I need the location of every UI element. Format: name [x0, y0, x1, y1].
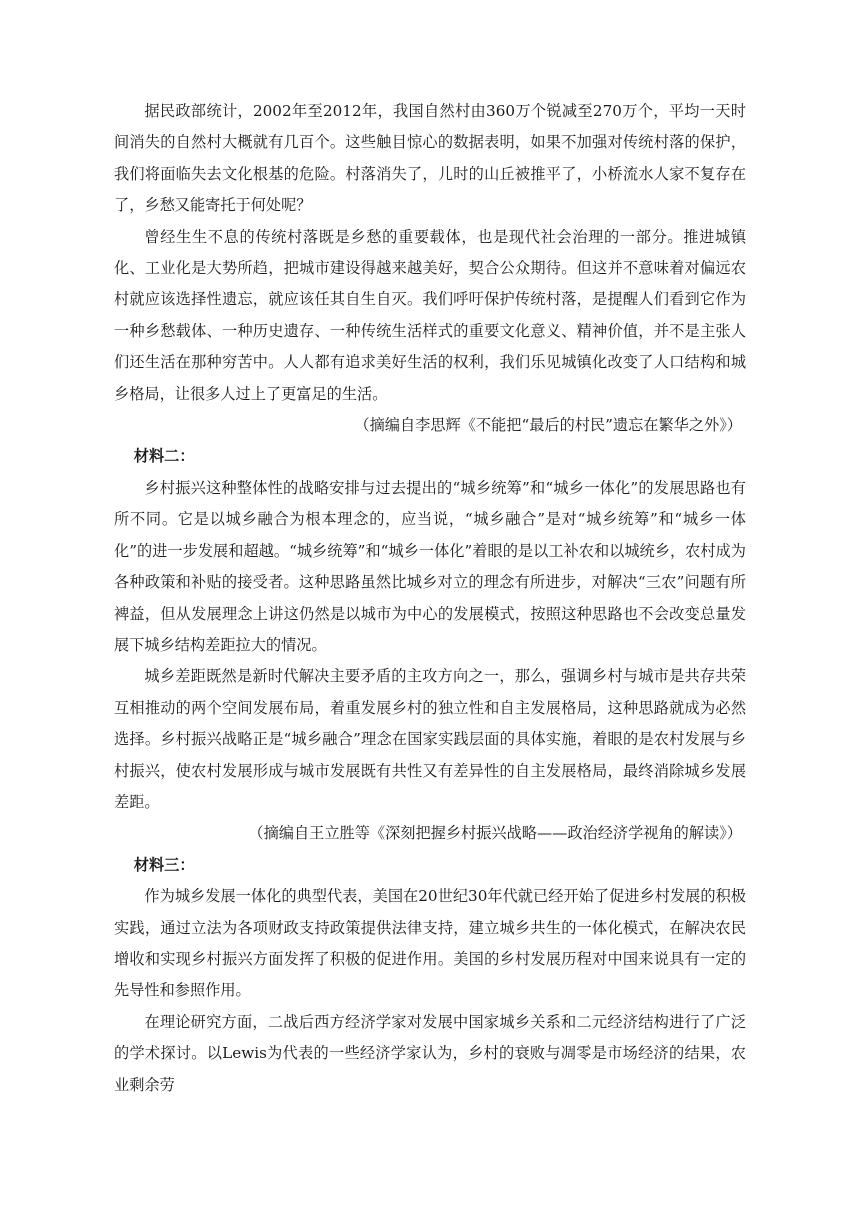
- section-heading-material-3: 材料三：: [133, 855, 195, 874]
- paragraph-us-rural-development: 作为城乡发展一体化的典型代表，美国在20世纪30年代就已经开始了促进乡村发展的积极实践，通过立法为各项财政支持政策提供法律支持，建立城乡共生的一体化模式，在解决农民增收和实现乡村振兴方面发挥了积极的促进作用。美国的乡村发展历程对中国来说具有一定的先导性和参照作用。: [114, 887, 746, 1000]
- section-heading-material-2: 材料二：: [133, 447, 195, 466]
- source-citation-2: （摘编自王立胜等《深刻把握乡村振兴战略——政治经济学视角的解读》）: [248, 824, 742, 843]
- paragraph-rural-revitalization: 乡村振兴这种整体性的战略安排与过去提出的“城乡统筹”和“城乡一体化”的发展思路也有所不同。它是以城乡融合为根本理念的，应当说，“城乡融合”是对“城乡统筹”和“城乡一体化”的进一步发展和超越。“城乡统筹”和“城乡一体化”着眼的是以工补农和以城统乡，农村成为各种政策和补贴的接受者。这种思路虽然比城乡对立的理念有所进步，对解决“三农”问题有所裨益，但从发展理念上讲这仍然是以城市为中心的发展模式，按照这种思路也不会改变总量发展下城乡结构差距拉大的情况。: [114, 478, 746, 654]
- source-citation-1: （摘编自李思辉《不能把“最后的村民”遗忘在繁华之外》）: [354, 416, 742, 435]
- paragraph-urban-rural-gap: 城乡差距既然是新时代解决主要矛盾的主攻方向之一，那么，强调乡村与城市是共存共荣互相推动的两个空间发展布局，着重发展乡村的独立性和自主发展格局，这种思路就成为必然选择。乡村振兴战略正是“城乡融合”理念在国家实践层面的具体实施，着眼的是农村发展与乡村振兴，使农村发展形成与城市发展既有共性又有差异性的自主发展格局，最终消除城乡发展差距。: [114, 667, 746, 811]
- paragraph-village-statistics: 据民政部统计，2002年至2012年，我国自然村由360万个锐减至270万个，平均一天时间消失的自然村大概就有几百个。这些触目惊心的数据表明，如果不加强对传统村落的保护，我们将面临失去文化根基的危险。村落消失了，儿时的山丘被推平了，小桥流水人家不复存在了，乡愁又能寄托于何处呢？: [114, 102, 746, 215]
- paragraph-traditional-villages: 曾经生生不息的传统村落既是乡愁的重要载体，也是现代社会治理的一部分。推进城镇化、工业化是大势所趋，把城市建设得越来越美好，契合公众期待。但这并不意味着对偏远农村就应该选择性遗忘，就应该任其自生自灭。我们呼吁保护传统村落，是提醒人们看到它作为一种乡愁载体、一种历史遗存、一种传统生活样式的重要文化意义、精神价值，并不是主张人们还生活在那种穷苦中。人人都有追求美好生活的权利，我们乐见城镇化改变了人口结构和城乡格局，让很多人过上了更富足的生活。: [114, 227, 746, 403]
- paragraph-theoretical-research: 在理论研究方面，二战后西方经济学家对发展中国家城乡关系和二元经济结构进行了广泛的学术探讨。以Lewis为代表的一些经济学家认为，乡村的衰败与凋零是市场经济的结果，农业剩余劳: [114, 1012, 746, 1094]
